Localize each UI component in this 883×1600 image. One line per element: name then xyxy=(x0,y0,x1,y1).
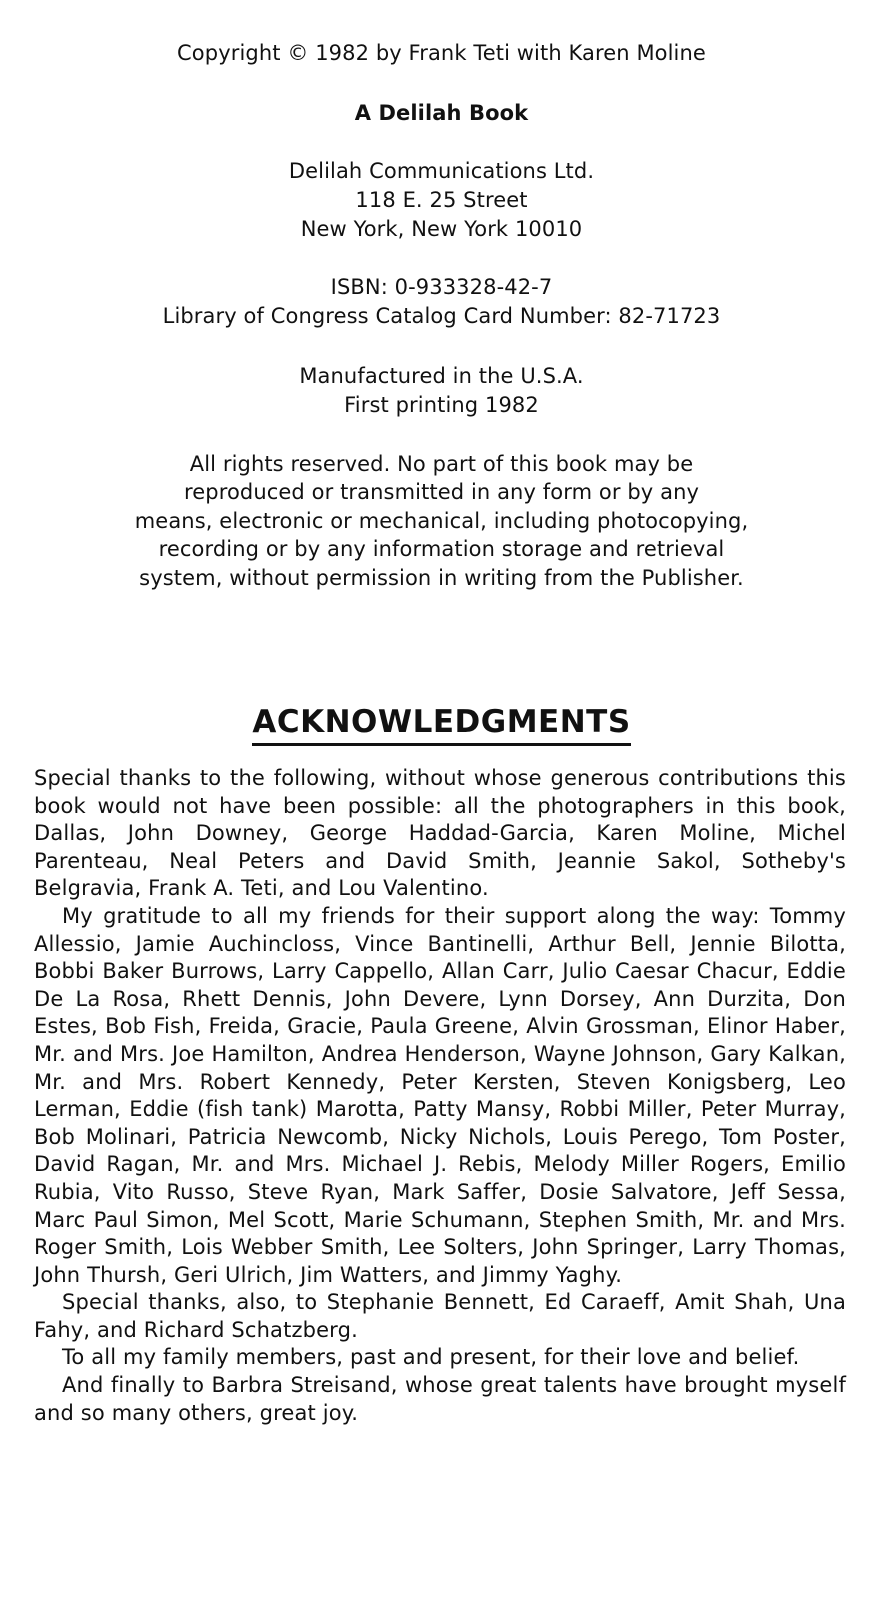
rights-line: reproduced or transmitted in any form or by any xyxy=(183,480,700,504)
first-printing-line: First printing 1982 xyxy=(344,393,539,417)
acknowledgments-title: ACKNOWLEDGMENTS xyxy=(252,703,630,746)
ack-paragraph: My gratitude to all my friends for their support along the way: Tommy Allessio, Jamie Auchincloss, Vince Bantinelli, Arthur Bell, Jennie Bilotta, Bobbi Baker Burrows, Larry Cappello, Allan Carr, Julio Caesar Chacur, Eddie De La Rosa, Rhett Dennis, John Devere, Lynn Dorsey, Ann Durzita, Don Estes, Bob Fish, Freida, Gracie, Paula Greene, Alvin Grossman, Elinor Haber, Mr. and Mrs. Joe Hamilton, Andrea Henderson, Wayne Johnson, Gary Kalkan, Mr. and Mrs. Robert Kennedy, Peter Kersten, Steven Konigsberg, Leo Lerman, Eddie (fish tank) Marotta, Patty Mansy, Robbi Miller, Peter Murray, Bob Molinari, Patricia Newcomb, Nicky Nichols, Louis Perego, Tom Poster, David Ragan, Mr. and Mrs. Michael J. Rebis, Melody Miller Rogers, Emilio Rubia, Vito Russo, Steve Ryan, Mark Saffer, Dosie Salvatore, Jeff Sessa, Marc Paul Simon, Mel Scott, Marie Schumann, Stephen Smith, Mr. and Mrs. Roger Smith, Lois Webber Smith, Lee Solters, John Springer, Larry Thomas, John Thursh, Geri Ulrich, Jim Watters, and Jimmy Yaghy. xyxy=(34,903,846,1287)
rights-line: system, without permission in writing from the Publisher. xyxy=(139,566,744,590)
imprint-line: A Delilah Book xyxy=(354,101,529,125)
copyright-line: Copyright © 1982 by Frank Teti with Karen Moline xyxy=(177,41,706,65)
ack-paragraph: To all my family members, past and present, for their love and belief. xyxy=(62,1345,800,1370)
rights-line: means, electronic or mechanical, including photocopying, xyxy=(134,509,749,533)
manufactured-line: Manufactured in the U.S.A. xyxy=(299,364,584,388)
rights-line: recording or by any information storage and retrieval xyxy=(158,537,725,561)
loc-catalog-line: Library of Congress Catalog Card Number: 82-71723 xyxy=(162,304,721,328)
acknowledgments-heading xyxy=(0,703,883,746)
ack-paragraph: And finally to Barbra Streisand, whose great talents have brought myself and so many others, great joy. xyxy=(34,1373,846,1425)
rights-line: All rights reserved. No part of this book may be xyxy=(189,452,694,476)
publisher-city: New York, New York 10010 xyxy=(300,217,583,241)
isbn-line: ISBN: 0-933328-42-7 xyxy=(330,275,553,299)
acknowledgments-body xyxy=(34,765,846,1427)
ack-paragraph: Special thanks, also, to Stephanie Bennett, Ed Caraeff, Amit Shah, Una Fahy, and Richard Schatzberg. xyxy=(34,1290,846,1342)
publisher-name: Delilah Communications Ltd. xyxy=(288,159,595,183)
ack-paragraph: Special thanks to the following, without whose generous contributions this book would not have been possible: all the photographers in this book, Dallas, John Downey, George Haddad-Garcia, Karen Moline, Michel Parenteau, Neal Peters and David Smith, Jeannie Sakol, Sotheby's Belgravia, Frank A. Teti, and Lou Valentino. xyxy=(34,766,846,901)
publisher-street: 118 E. 25 Street xyxy=(355,188,528,212)
